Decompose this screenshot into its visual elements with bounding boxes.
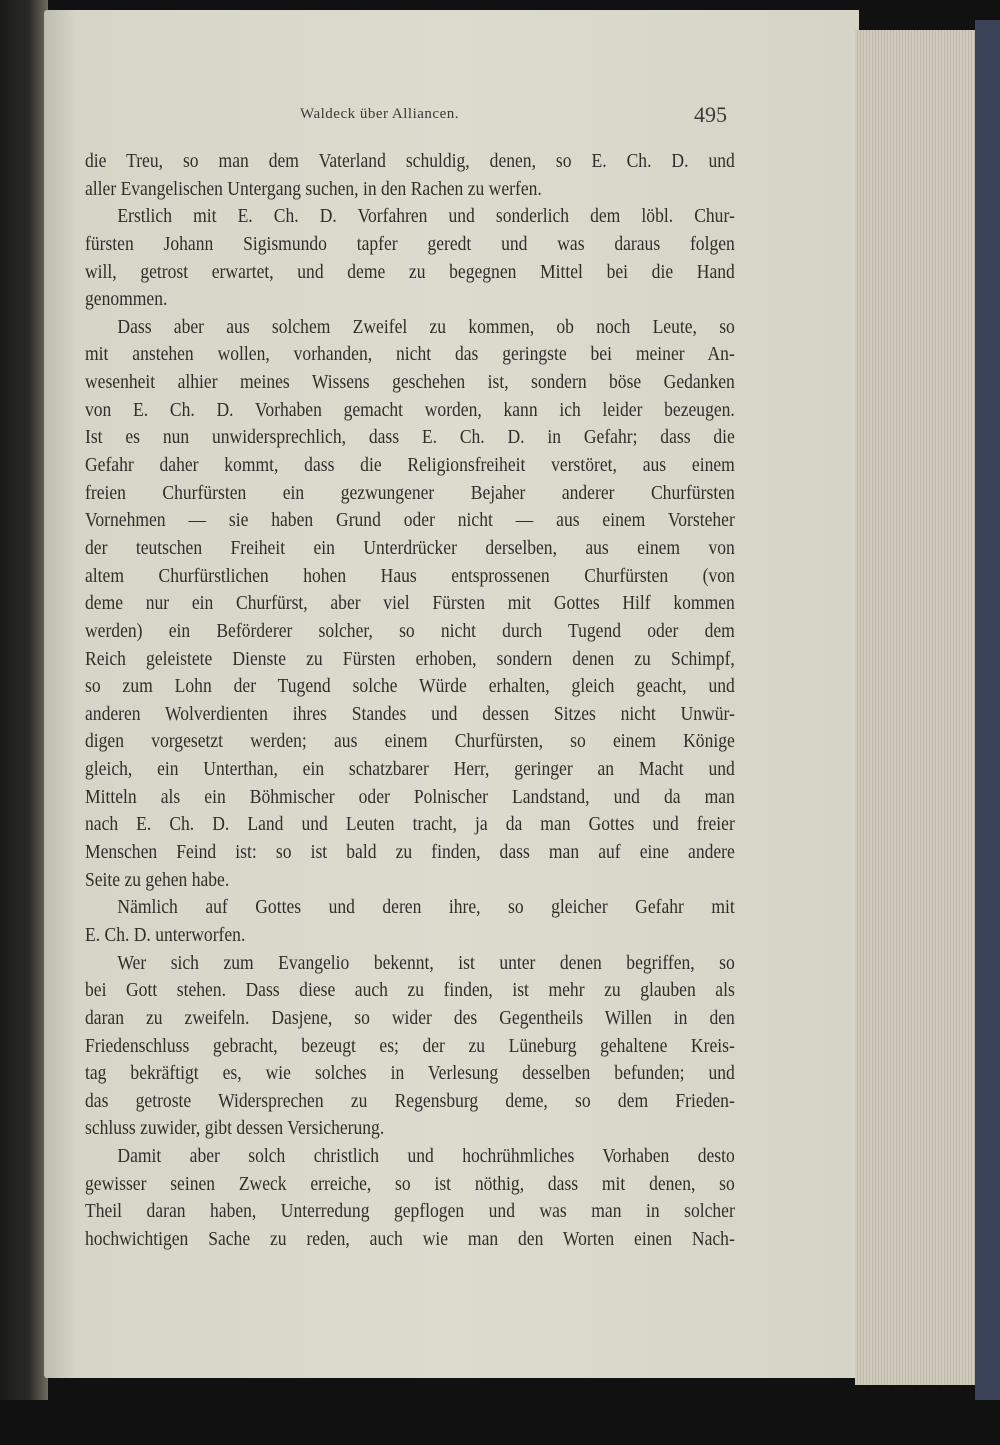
text-line: werden) ein Beförderer solcher, so nicht durch Tugend oder dem bbox=[85, 620, 735, 642]
text-line: Erstlich mit E. Ch. D. Vorfahren und sonderlich dem löbl. Chur- bbox=[117, 206, 735, 228]
text-line: mit anstehen wollen, vorhanden, nicht das geringste bei meiner An- bbox=[85, 344, 735, 366]
text-line: Wer sich zum Evangelio bekennt, ist unter denen begriffen, so bbox=[117, 952, 735, 974]
text-line: die Treu, so man dem Vaterland schuldig, denen, so E. Ch. D. und bbox=[85, 151, 735, 172]
text-line: digen vorgesetzt werden; aus einem Churfürsten, so einem Könige bbox=[85, 731, 735, 753]
text-line: Nämlich auf Gottes und deren ihre, so gleicher Gefahr mit bbox=[117, 897, 735, 919]
text-line: wesenheit alhier meines Wissens geschehen ist, sondern böse Gedanken bbox=[85, 372, 735, 394]
text-line: altem Churfürstlichen hohen Haus entsprossenen Churfürsten (von bbox=[85, 565, 735, 587]
text-line: anderen Wolverdienten ihres Standes und dessen Sitzes nicht Unwür- bbox=[85, 703, 735, 725]
text-line: E. Ch. D. unterworfen. bbox=[85, 924, 246, 946]
text-line: schluss zuwider, gibt dessen Versicherung. bbox=[85, 1118, 385, 1140]
text-line: daran zu zweifeln. Dasjene, so wider des Gegentheils Willen in den bbox=[85, 1007, 735, 1029]
text-line: deme nur ein Churfürst, aber viel Fürsten mit Gottes Hilf kommen bbox=[85, 593, 735, 615]
text-line: Theil daran haben, Unterredung gepflogen und was man in solcher bbox=[85, 1201, 735, 1223]
text-line: Reich geleistete Dienste zu Fürsten erhoben, sondern denen zu Schimpf, bbox=[85, 648, 735, 670]
text-line: gewisser seinen Zweck erreiche, so ist nöthig, dass mit denen, so bbox=[85, 1173, 735, 1195]
text-line: freien Churfürsten ein gezwungener Bejaher anderer Churfürsten bbox=[85, 482, 735, 504]
text-line: Ist es nun unwidersprechlich, dass E. Ch. D. in Gefahr; dass die bbox=[85, 427, 735, 449]
running-title: Waldeck über Alliancen. bbox=[300, 106, 459, 122]
text-line: von E. Ch. D. Vorhaben gemacht worden, kann ich leider bezeugen. bbox=[85, 399, 735, 421]
text-line: will, getrost erwartet, und deme zu begegnen Mittel bei die Hand bbox=[85, 261, 735, 283]
body-text bbox=[85, 148, 735, 1254]
text-line: hochwichtigen Sache zu reden, auch wie man den Worten einen Nach- bbox=[85, 1228, 735, 1250]
text-line: tag bekräftigt es, wie solches in Verlesung desselben befunden; und bbox=[85, 1063, 735, 1085]
text-line: gleich, ein Unterthan, ein schatzbarer Herr, geringer an Macht und bbox=[85, 759, 735, 781]
text-line: Mitteln als ein Böhmischer oder Polnischer Landstand, und da man bbox=[85, 786, 735, 808]
text-line: Damit aber solch christlich und hochrühmliches Vorhaben desto bbox=[117, 1146, 735, 1168]
text-line: Friedenschluss gebracht, bezeugt es; der zu Lüneburg gehaltene Kreis- bbox=[85, 1035, 735, 1057]
text-line: der teutschen Freiheit ein Unterdrücker derselben, aus einem von bbox=[85, 537, 735, 559]
text-line: Gefahr daher kommt, dass die Religionsfreiheit verstöret, aus einem bbox=[85, 455, 735, 477]
text-line: das getroste Widersprechen zu Regensburg deme, so dem Frieden- bbox=[85, 1090, 735, 1112]
text-line: Vornehmen — sie haben Grund oder nicht — aus einem Vorsteher bbox=[85, 510, 735, 532]
page-number: 495 bbox=[694, 102, 727, 127]
text-line: nach E. Ch. D. Land und Leuten tracht, ja da man Gottes und freier bbox=[85, 814, 735, 836]
text-line: fürsten Johann Sigismundo tapfer geredt und was daraus folgen bbox=[85, 233, 735, 255]
book-gutter bbox=[0, 0, 48, 1400]
text-line: aller Evangelischen Untergang suchen, in den Rachen zu werfen. bbox=[85, 178, 542, 200]
page-header bbox=[85, 100, 735, 140]
page-edges bbox=[855, 30, 980, 1385]
text-line: bei Gott stehen. Dass diese auch zu finden, ist mehr zu glauben als bbox=[85, 980, 735, 1002]
text-line: Menschen Feind ist: so ist bald zu finden, dass man auf eine andere bbox=[85, 842, 735, 864]
text-line: Seite zu gehen habe. bbox=[85, 869, 230, 891]
book-cover-edge bbox=[975, 20, 1000, 1400]
text-line: Dass aber aus solchem Zweifel zu kommen, ob noch Leute, so bbox=[117, 316, 735, 338]
text-line: genommen. bbox=[85, 289, 168, 311]
text-line: so zum Lohn der Tugend solche Würde erhalten, gleich geacht, und bbox=[85, 676, 735, 698]
